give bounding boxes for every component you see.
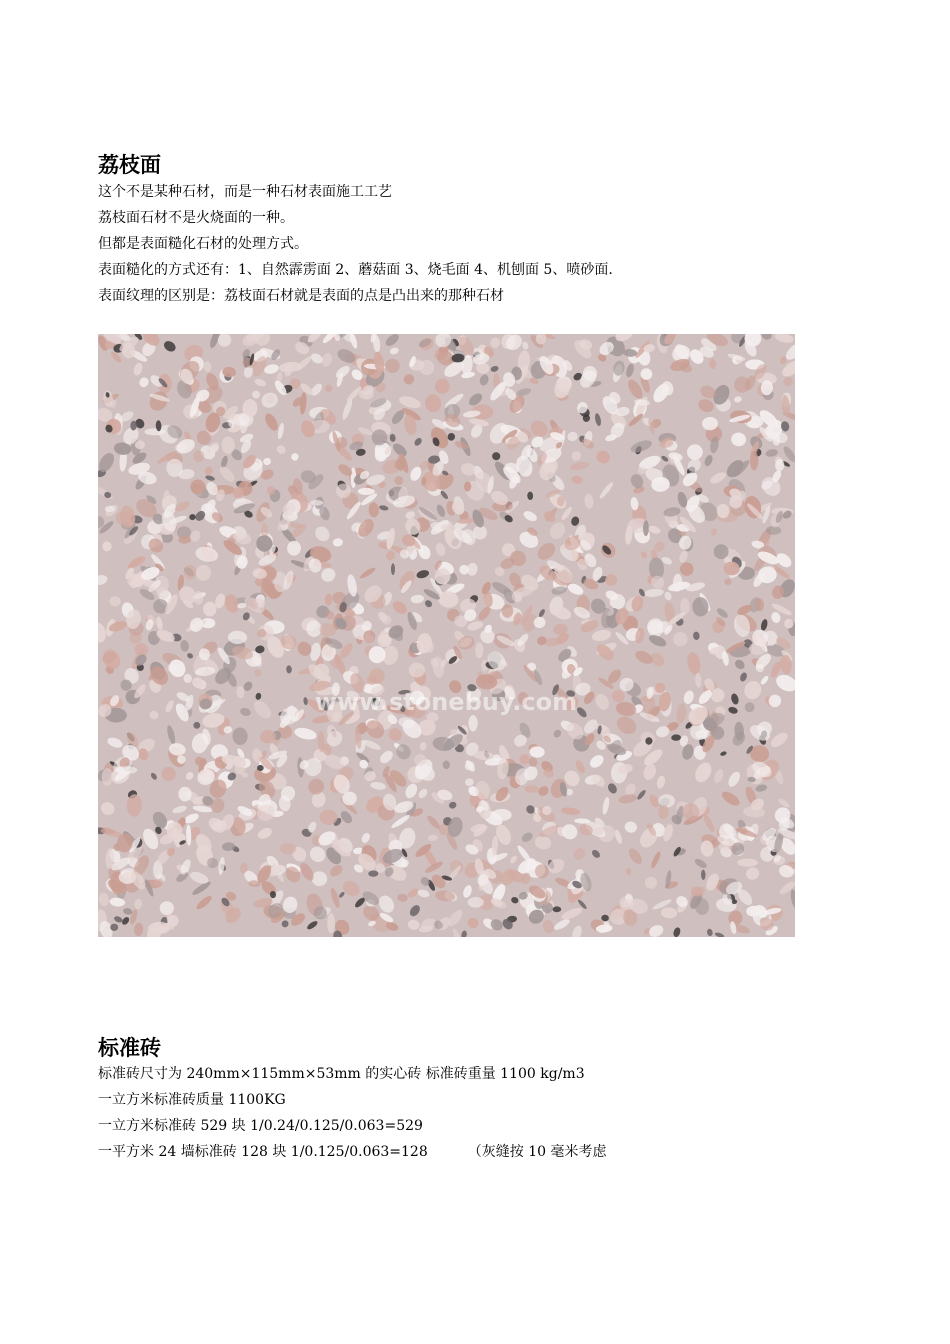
section-title-standard-brick: 标准砖 (98, 1036, 161, 1060)
paragraph-line: 一立方米标准砖质量 1100KG (98, 1092, 286, 1108)
stone-speck (102, 768, 113, 786)
image-watermark: www.stonebuy.com (314, 688, 578, 716)
stone-speck (310, 500, 323, 506)
stone-speck (391, 563, 395, 575)
paragraph-line-text: 一平方米 24 墙标准砖 128 块 1/0.125/0.063=128 (98, 1144, 428, 1160)
stone-texture-svg (98, 334, 795, 937)
stone-speck (144, 428, 165, 435)
section-title-lichee-surface: 荔枝面 (98, 153, 161, 177)
paragraph-line: 这个不是某种石材，而是一种石材表面施工工艺 (98, 184, 392, 200)
stone-speck (680, 598, 689, 615)
paragraph-line: 荔枝面石材不是火烧面的一种。 (98, 210, 294, 226)
paragraph-line: 但都是表面糙化石材的处理方式。 (98, 236, 308, 252)
paragraph-line: 标准砖尺寸为 240mm×115mm×53mm 的实心砖 标准砖重量 1100 kg/m3 (98, 1066, 585, 1082)
mortar-joint-note: （灰缝按 10 毫米考虑 (467, 1144, 607, 1160)
stone-speck (502, 604, 513, 618)
stone-speck (468, 715, 477, 731)
paragraph-line: 表面纹理的区别是：荔枝面石材就是表面的点是凸出来的那种石材 (98, 288, 504, 304)
stone-speck (166, 459, 182, 477)
paragraph-line (98, 1142, 606, 1162)
stone-speck (750, 451, 758, 470)
stone-texture-photo (98, 334, 795, 937)
stone-speck (737, 859, 758, 867)
paragraph-line: 表面糙化的方式还有：1、自然霹雳面 2、蘑菇面 3、烧毛面 4、机刨面 5、喷砂面. (98, 262, 613, 278)
paragraph-line: 一立方米标准砖 529 块 1/0.24/0.125/0.063=529 (98, 1118, 423, 1134)
stone-speck (327, 913, 335, 934)
stone-speck (280, 843, 297, 854)
